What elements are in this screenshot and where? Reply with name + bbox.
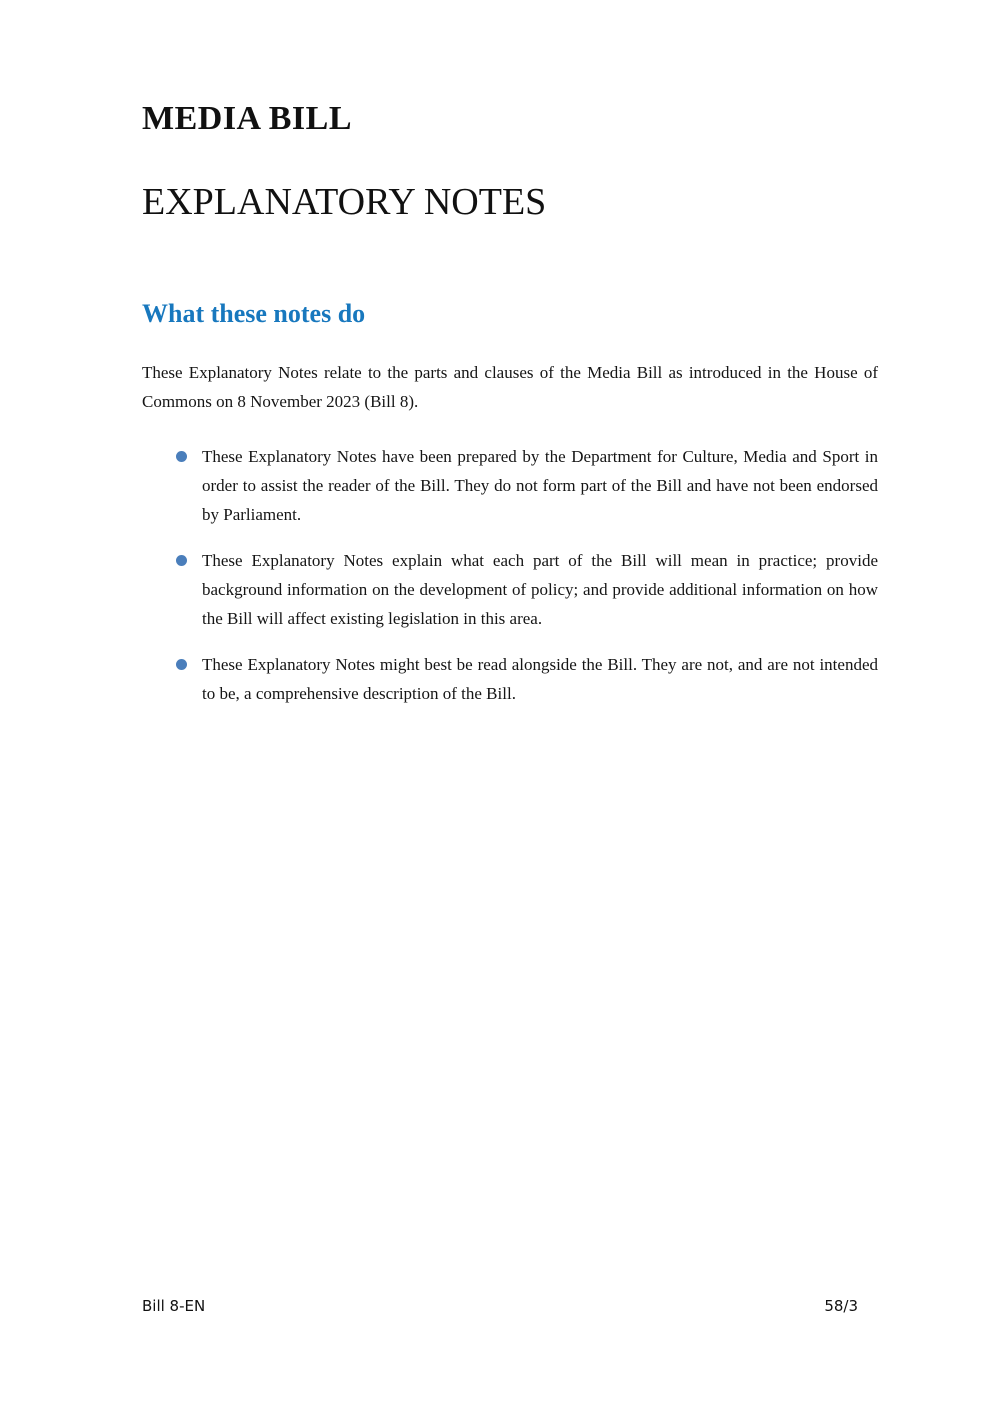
document-content <box>142 0 878 725</box>
bullet-icon <box>176 659 187 670</box>
bullet-text: These Explanatory Notes might best be read alongside the Bill. They are not, and are not intended to be, a comprehensive description of the Bill. <box>202 654 878 703</box>
footer-page-number: 58/3 <box>824 1297 858 1315</box>
page-footer <box>142 1297 858 1315</box>
document-subtitle: EXPLANATORY NOTES <box>142 180 547 223</box>
bullet-item <box>142 650 878 708</box>
bullet-item <box>142 546 878 633</box>
bullet-item <box>142 442 878 529</box>
bullet-text: These Explanatory Notes have been prepared by the Department for Culture, Media and Sport in order to assist the reader of the Bill. They do not form part of the Bill and have not been endorsed by Parliament. <box>202 446 878 524</box>
document-title: MEDIA BILL <box>142 100 352 137</box>
bullet-icon <box>176 555 187 566</box>
intro-paragraph: These Explanatory Notes relate to the parts and clauses of the Media Bill as introduced in the House of Commons on 8 November 2023 (Bill 8). <box>142 362 878 411</box>
bullet-icon <box>176 451 187 462</box>
bullet-text: These Explanatory Notes explain what each part of the Bill will mean in practice; provide background information on the development of policy; and provide additional information on how the Bill will affect existing legislation in this area. <box>202 550 878 628</box>
footer-bill-number: Bill 8-EN <box>142 1297 206 1315</box>
section-heading: What these notes do <box>142 298 366 328</box>
bullet-list <box>142 442 878 708</box>
